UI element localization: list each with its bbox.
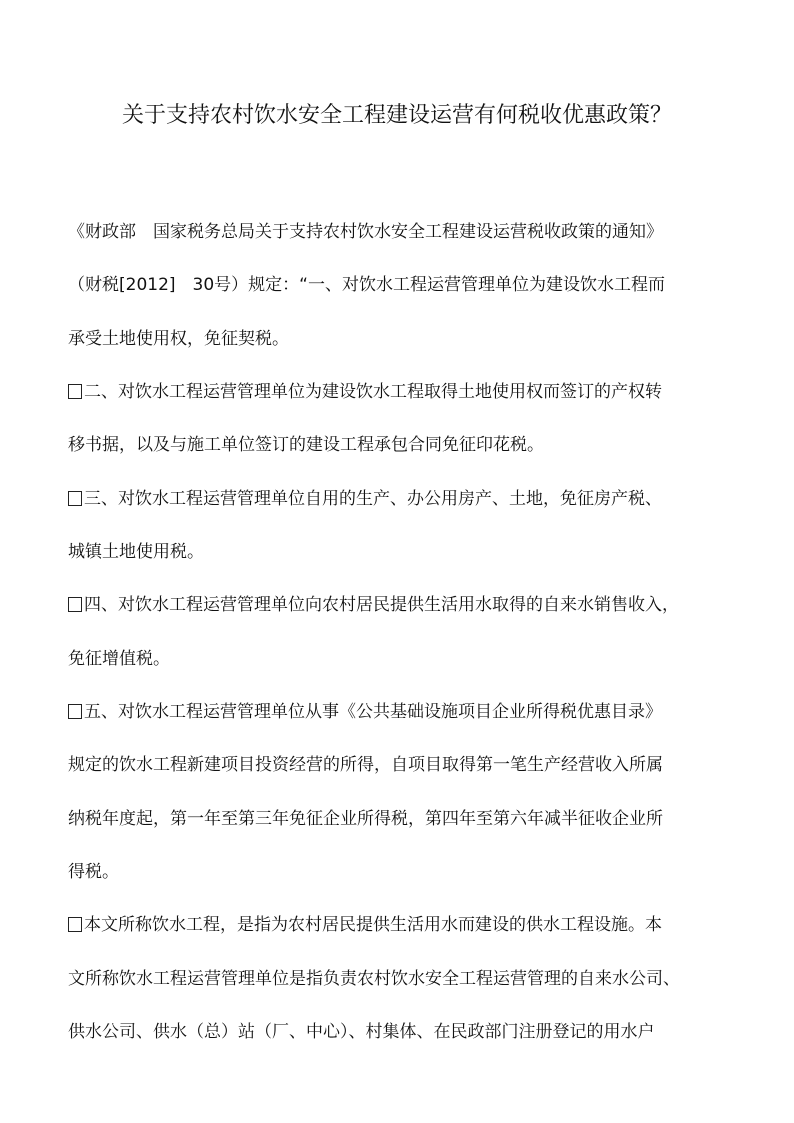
body-line-8 — [68, 590, 738, 620]
body-line-15 — [68, 964, 738, 994]
body-line-1 — [68, 217, 738, 247]
body-line-12 — [68, 804, 738, 834]
checkbox-square-icon — [68, 384, 82, 399]
checkbox-square-icon — [68, 704, 82, 719]
line-text: 承受土地使用权，免征契税。 — [68, 329, 289, 349]
body-line-2 — [68, 270, 738, 300]
body-line-10 — [68, 697, 738, 727]
body-line-9 — [68, 644, 738, 674]
line-text: 得税。 — [68, 862, 119, 882]
line-text: 供水公司、供水（总）站（厂、中心）、村集体、在民政部门注册登记的用水户 — [68, 1022, 655, 1042]
body-line-6 — [68, 484, 738, 514]
document-title: 关于支持农村饮水安全工程建设运营有何税收优惠政策？ — [121, 103, 672, 128]
line-text: 四、对饮水工程运营管理单位向农村居民提供生活用水取得的自来水销售收入， — [84, 595, 679, 615]
line-text: 《财政部 国家税务总局关于支持农村饮水安全工程建设运营税收政策的通知》 — [68, 222, 663, 242]
line-text: 文所称饮水工程运营管理单位是指负责农村饮水安全工程运营管理的自来水公司、 — [68, 969, 680, 989]
line-text: 城镇土地使用税。 — [68, 542, 204, 562]
line-text: （财税[2012] 30号）规定：“一、对饮水工程运营管理单位为建设饮水工程而 — [68, 275, 665, 295]
body-line-13 — [68, 857, 738, 887]
body-line-4 — [68, 377, 738, 407]
line-text: 规定的饮水工程新建项目投资经营的所得，自项目取得第一笔生产经营收入所属 — [68, 755, 663, 775]
checkbox-square-icon — [68, 597, 82, 612]
checkbox-square-icon — [68, 491, 82, 506]
checkbox-square-icon — [68, 917, 82, 932]
line-text: 纳税年度起，第一年至第三年免征企业所得税，第四年至第六年减半征收企业所 — [68, 809, 663, 829]
body-line-14 — [68, 910, 738, 940]
body-line-11 — [68, 750, 738, 780]
line-text: 二、对饮水工程运营管理单位为建设饮水工程取得土地使用权而签订的产权转 — [84, 382, 662, 402]
line-text: 免征增值税。 — [68, 649, 170, 669]
body-line-5 — [68, 430, 738, 460]
line-text: 五、对饮水工程运营管理单位从事《公共基础设施项目企业所得税优惠目录》 — [84, 702, 662, 722]
body-line-16 — [68, 1017, 738, 1047]
line-text: 本文所称饮水工程，是指为农村居民提供生活用水而建设的供水工程设施。本 — [84, 915, 662, 935]
body-line-7 — [68, 537, 738, 567]
line-text: 三、对饮水工程运营管理单位自用的生产、办公用房产、土地，免征房产税、 — [84, 489, 662, 509]
body-line-3 — [68, 324, 738, 354]
line-text: 移书据，以及与施工单位签订的建设工程承包合同免征印花税。 — [68, 435, 544, 455]
